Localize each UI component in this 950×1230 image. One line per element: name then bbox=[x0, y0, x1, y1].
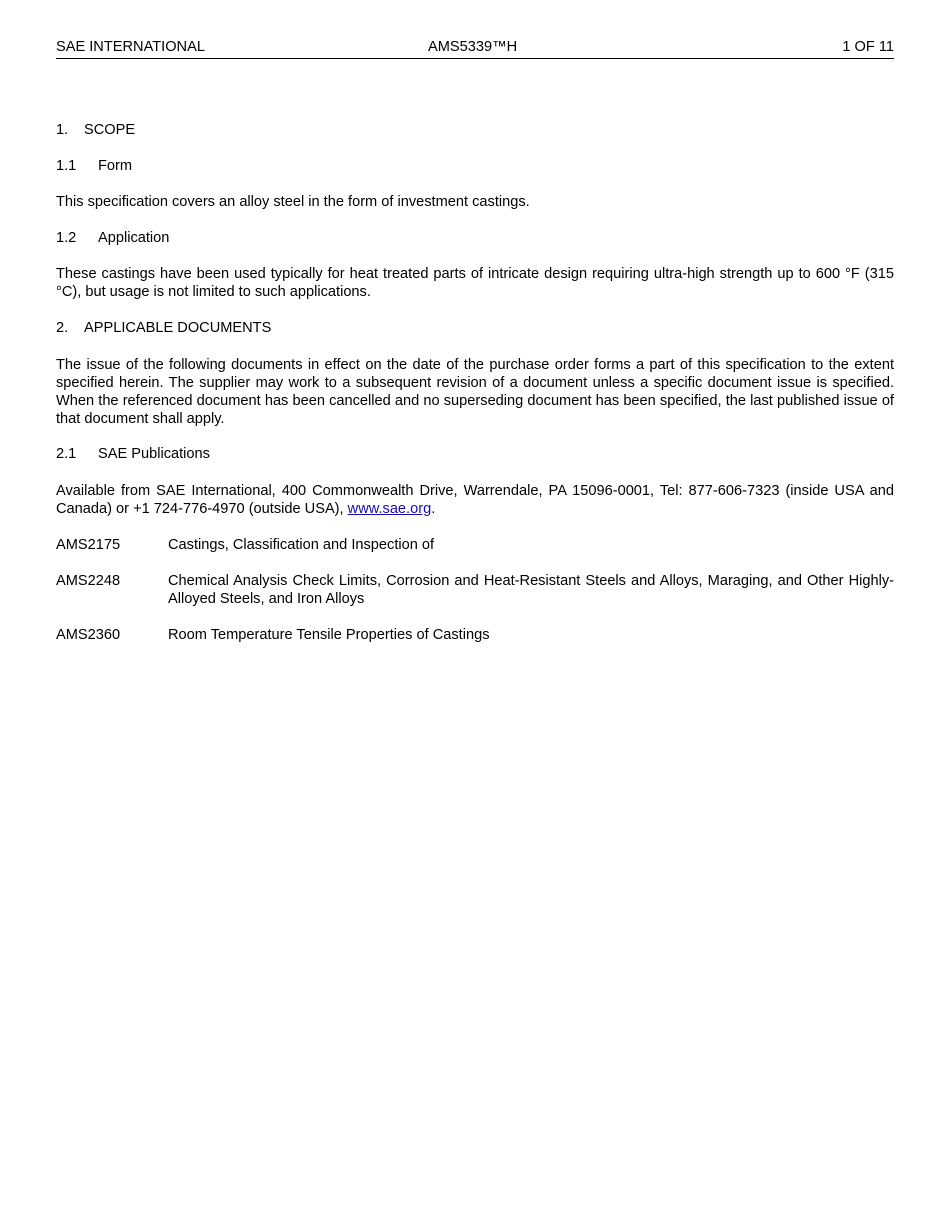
header-organization: SAE INTERNATIONAL bbox=[56, 39, 205, 55]
section-title: Application bbox=[98, 230, 170, 246]
reference-title: Castings, Classification and Inspection of bbox=[168, 537, 435, 553]
reference-code: AMS2360 bbox=[56, 627, 121, 643]
section-number: 2. bbox=[56, 320, 69, 336]
header-page-number: 1 OF 11 bbox=[842, 39, 894, 55]
reference-item bbox=[56, 626, 894, 644]
availability-suffix: . bbox=[431, 501, 436, 517]
reference-code: AMS2248 bbox=[56, 573, 121, 589]
reference-title: Chemical Analysis Check Limits, Corrosion and Heat-Resistant Steels and Alloys, Maraging, and Other Highly-Alloyed Steels, and Iron Alloys bbox=[168, 573, 894, 607]
section-2-1-heading bbox=[56, 445, 894, 463]
availability-text: Available from SAE International, 400 Commonwealth Drive, Warrendale, PA 15096-0001, Tel: 877-606-7323 (inside USA and Canada) or +1 724-776-4970 (outside USA), bbox=[56, 483, 894, 517]
section-2-1-body bbox=[56, 482, 894, 518]
section-number: 1.2 bbox=[56, 230, 77, 246]
section-title: APPLICABLE DOCUMENTS bbox=[84, 320, 272, 336]
section-title: Form bbox=[98, 158, 133, 174]
section-1-1-heading bbox=[56, 157, 894, 175]
section-1-2-heading bbox=[56, 229, 894, 247]
reference-item bbox=[56, 536, 894, 554]
reference-item bbox=[56, 572, 894, 608]
section-2-body: The issue of the following documents in effect on the date of the purchase order forms a part of this specification to the extent specified herein. The supplier may work to a subsequent revision of a document unless a specific document issue is specified. When the referenced document has been cancelled and no superseding document has been specified, the last published issue of that document shall apply. bbox=[56, 357, 894, 427]
reference-code: AMS2175 bbox=[56, 537, 121, 553]
section-1-1-body: This specification covers an alloy steel in the form of investment castings. bbox=[56, 194, 530, 210]
section-1-heading bbox=[56, 121, 894, 139]
section-2-heading bbox=[56, 319, 894, 337]
page-header bbox=[56, 38, 894, 59]
sae-website-link[interactable]: www.sae.org bbox=[347, 501, 432, 517]
section-1-2-body: These castings have been used typically for heat treated parts of intricate design requiring ultra-high strength up to 600 °F (315 °C), but usage is not limited to such applications. bbox=[56, 266, 894, 300]
header-document-number: AMS5339™H bbox=[428, 39, 518, 55]
section-title: SAE Publications bbox=[98, 446, 210, 462]
section-title: SCOPE bbox=[84, 122, 136, 138]
section-number: 1. bbox=[56, 122, 69, 138]
section-number: 1.1 bbox=[56, 158, 77, 174]
reference-title: Room Temperature Tensile Properties of Castings bbox=[168, 627, 490, 643]
section-number: 2.1 bbox=[56, 446, 77, 462]
